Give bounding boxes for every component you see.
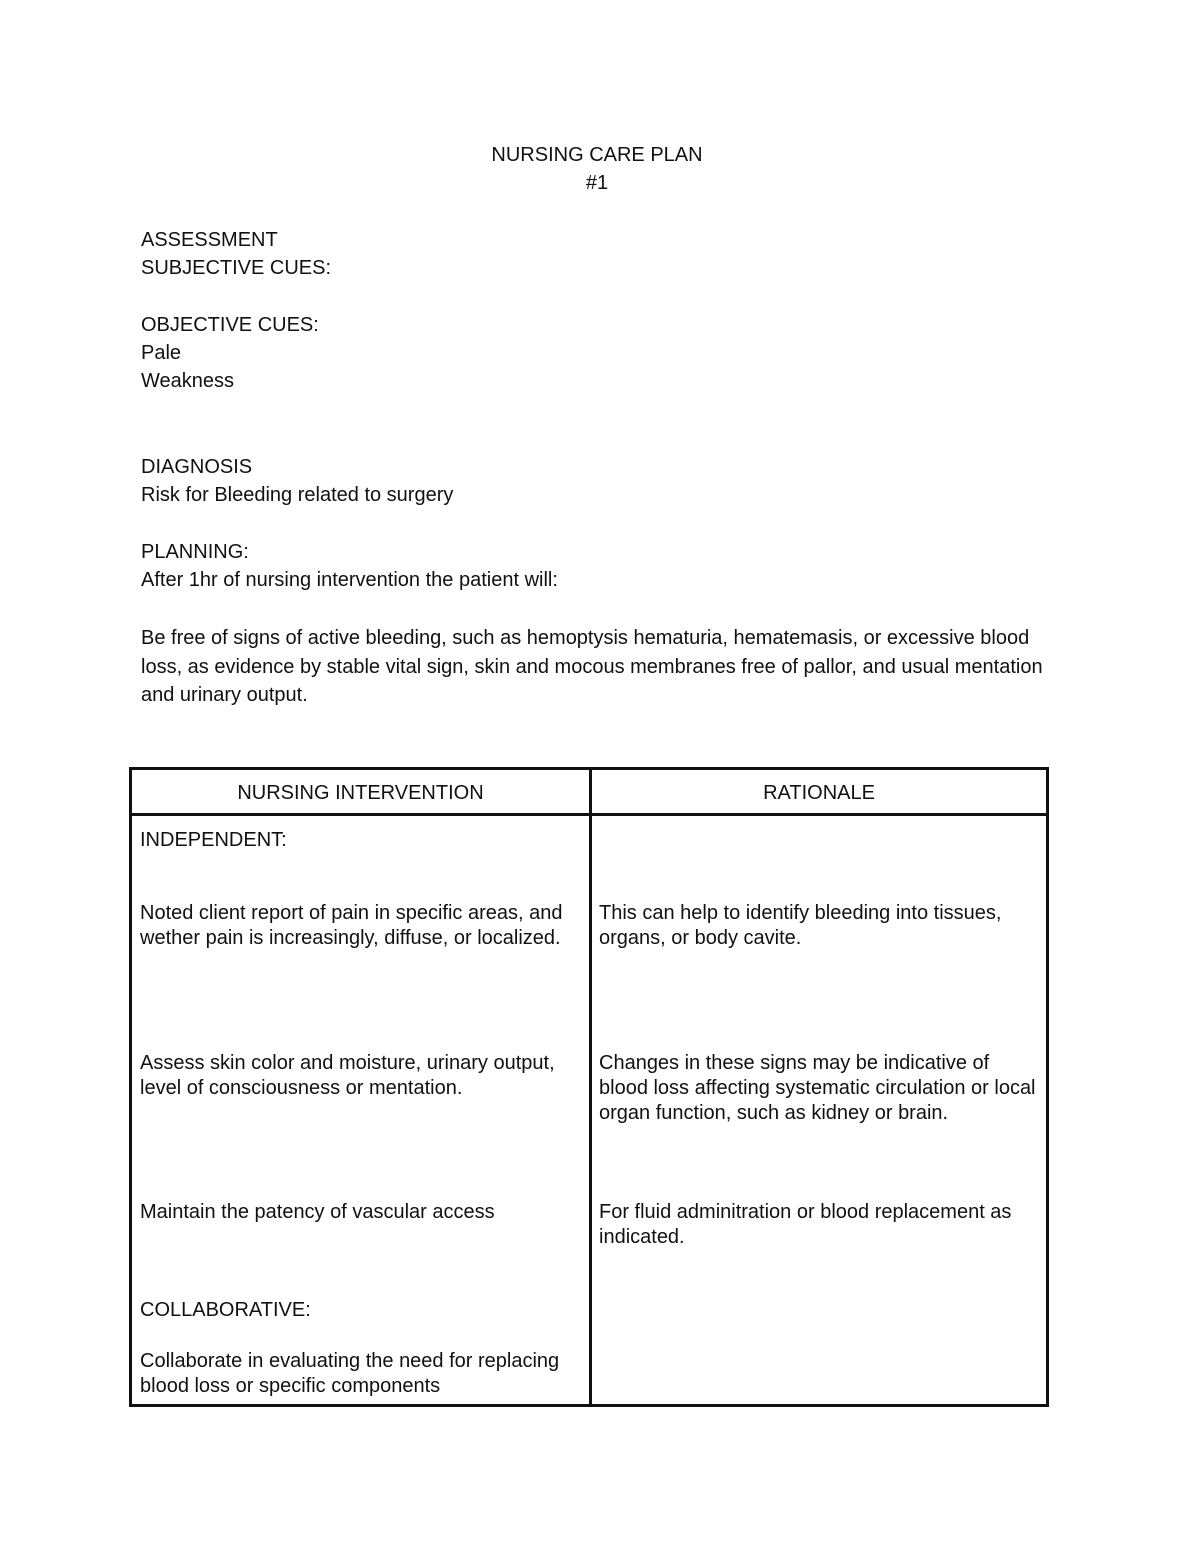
rationale-cell: Changes in these signs may be indicative of blood loss affecting systematic circulation or local organ function, such as kidney or brain. xyxy=(599,1052,1036,1124)
plan-number: #1 xyxy=(585,172,609,194)
planning-heading: PLANNING: xyxy=(141,541,249,563)
planning-intro: After 1hr of nursing intervention the patient will: xyxy=(141,569,558,591)
diagnosis-heading: DIAGNOSIS xyxy=(141,456,253,478)
intervention-cell: Maintain the patency of vascular access xyxy=(140,1201,495,1223)
objective-cue-item: Pale xyxy=(141,342,182,364)
header-divider xyxy=(132,813,1046,816)
column-divider xyxy=(589,770,592,1404)
collaborative-intervention: Collaborate in evaluating the need for replacing blood loss or specific components xyxy=(140,1350,560,1397)
planning-goal: Be free of signs of active bleeding, such as hemoptysis hematuria, hematemasis, or excessive blood loss, as evidence by stable vital sign, skin and mocous membranes free of pallor, and usual mentation and urinary output. xyxy=(141,627,1043,706)
header-nursing-intervention: NURSING INTERVENTION xyxy=(237,782,484,804)
subjective-cues-label: SUBJECTIVE CUES: xyxy=(141,257,332,279)
header-rationale: RATIONALE xyxy=(763,782,875,804)
objective-cues-label: OBJECTIVE CUES: xyxy=(141,314,319,336)
assessment-heading: ASSESSMENT xyxy=(141,229,278,251)
rationale-cell: For fluid adminitration or blood replacement as indicated. xyxy=(599,1201,1012,1248)
intervention-cell: Assess skin color and moisture, urinary output, level of consciousness or mentation. xyxy=(140,1052,555,1099)
independent-label: INDEPENDENT: xyxy=(140,829,287,851)
objective-cue-item: Weakness xyxy=(141,370,235,392)
diagnosis-text: Risk for Bleeding related to surgery xyxy=(141,484,454,506)
intervention-cell: Noted client report of pain in specific areas, and wether pain is increasingly, diffuse, or localized. xyxy=(140,902,563,949)
collaborative-label: COLLABORATIVE: xyxy=(140,1299,311,1321)
intervention-table xyxy=(129,767,1049,1407)
document-title: NURSING CARE PLAN xyxy=(491,144,703,166)
rationale-cell: This can help to identify bleeding into tissues, organs, or body cavite. xyxy=(599,902,1002,949)
